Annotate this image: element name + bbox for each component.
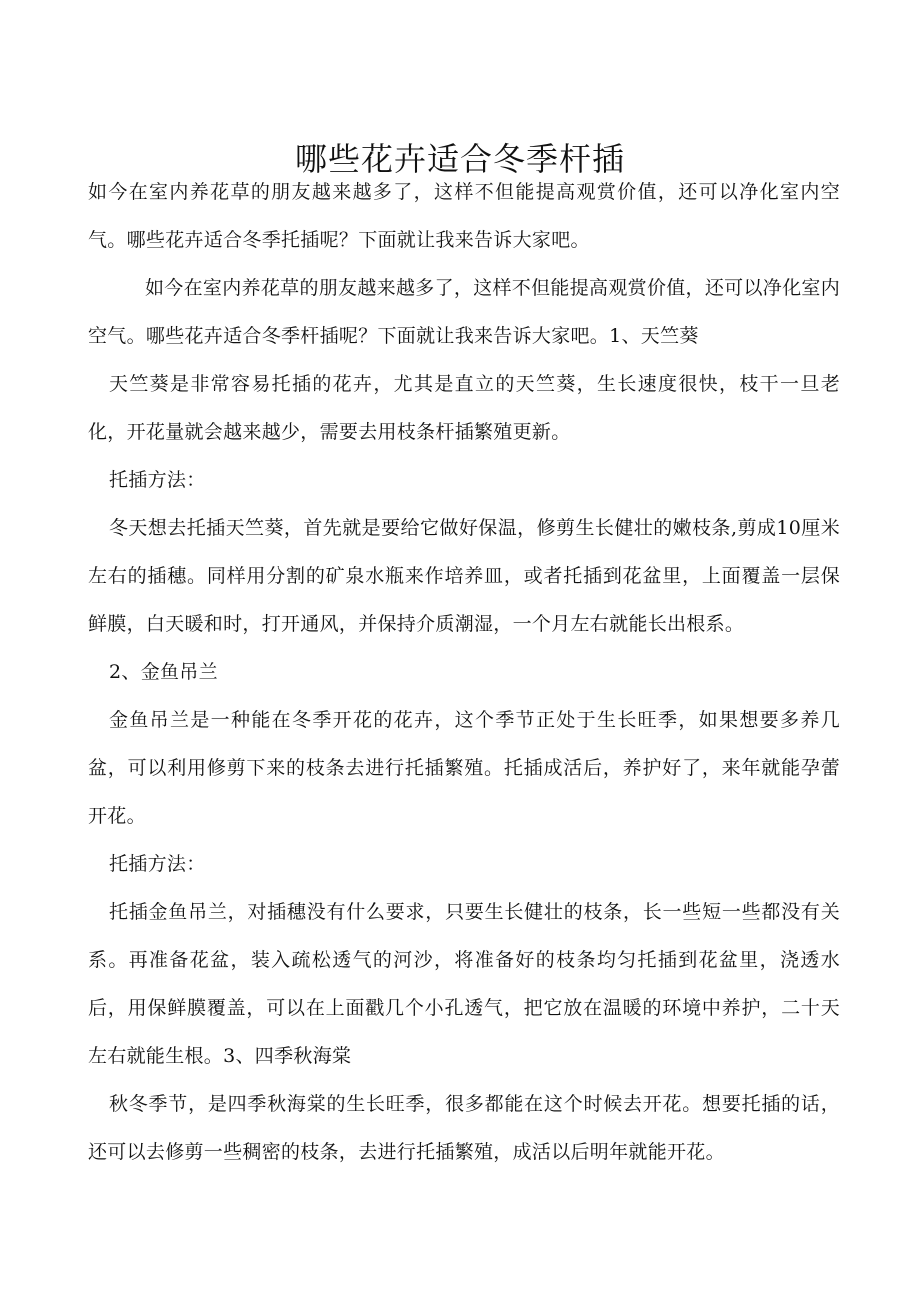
section-label-method: 托插方法： bbox=[109, 469, 206, 491]
paragraph-geranium-method: 冬天想去托插天竺葵，首先就是要给它做好保温，修剪生长健壮的嫩枝条,剪成10厘米左右的插穗。同样用分割的矿泉水瓶来作培养皿，或者托插到花盆里，上面覆盖一层保鲜膜，白天暖和时，打开通风，并保持介质潮湿，一个月左右就能长出根系。 bbox=[88, 517, 840, 635]
paragraph-geranium: 天竺葵是非常容易托插的花卉，尤其是直立的天竺葵，生长速度很快，枝干一旦老化，开花量就会越来越少，需要去用枝条杆插繁殖更新。 bbox=[88, 373, 840, 443]
section-heading-goldfish-plant: 2、金鱼吊兰 bbox=[109, 661, 218, 683]
paragraph-begonia: 秋冬季节，是四季秋海棠的生长旺季，很多都能在这个时候去开花。想要托插的话，还可以去修剪一些稠密的枝条，去进行托插繁殖，成活以后明年就能开花。 bbox=[88, 1093, 840, 1163]
paragraph-goldfish-plant: 金鱼吊兰是一种能在冬季开花的花卉，这个季节正处于生长旺季，如果想要多养几盆，可以利用修剪下来的枝条去进行托插繁殖。托插成活后，养护好了，来年就能孕蕾开花。 bbox=[88, 709, 840, 827]
paragraph-intro-repeat: 如今在室内养花草的朋友越来越多了，这样不但能提高观赏价值，还可以净化室内空气。哪些花卉适合冬季杆插呢？下面就让我来告诉大家吧。1、天竺葵 bbox=[88, 277, 840, 347]
paragraph-intro: 如今在室内养花草的朋友越来越多了，这样不但能提高观赏价值，还可以净化室内空气。哪些花卉适合冬季托插呢？下面就让我来告诉大家吧。 bbox=[88, 181, 840, 251]
section-label-method: 托插方法： bbox=[109, 853, 206, 875]
page-title: 哪些花卉适合冬季杆插 bbox=[294, 140, 625, 179]
paragraph-goldfish-plant-method: 托插金鱼吊兰，对插穗没有什么要求，只要生长健壮的枝条，长一些短一些都没有关系。再准备花盆，装入疏松透气的河沙，将准备好的枝条均匀托插到花盆里，浇透水后，用保鲜膜覆盖，可以在上面戳几个小孔透气，把它放在温暖的环境中养护，二十天左右就能生根。3、四季秋海棠 bbox=[88, 901, 840, 1067]
article-body bbox=[88, 168, 840, 1176]
